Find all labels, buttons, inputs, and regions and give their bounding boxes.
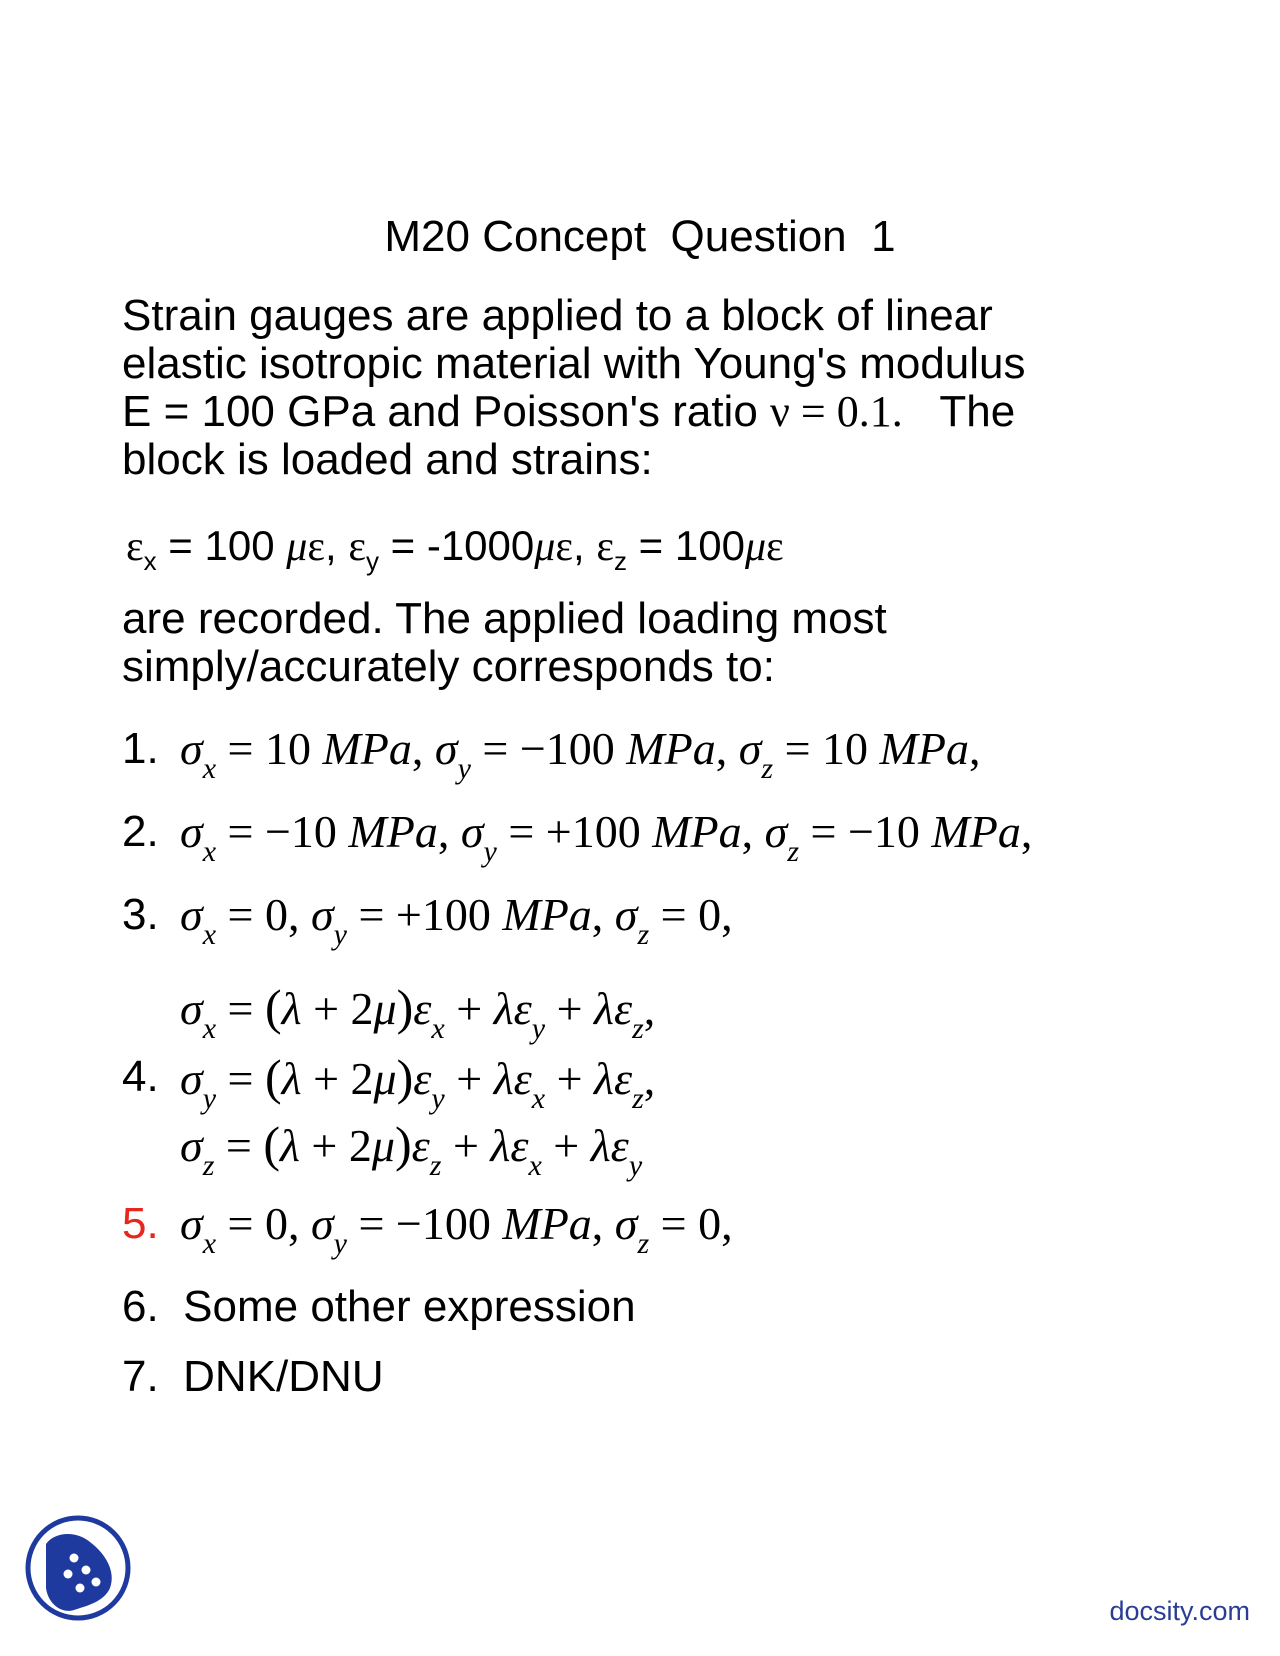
problem-statement: Strain gauges are applied to a block of linear elastic isotropic material with Young's modulus E = 100 GPa and Poisson's ratio ν = 0.1. The block is loaded and strains: (122, 291, 1026, 484)
option-6[interactable]: 6. Some other expression (122, 1282, 636, 1331)
option-formula: $\sigma_x = 0$, $\sigma_y = +100$ MPa, $\sigma_z = 0$, (180, 889, 733, 951)
option-4-formula-z: $\sigma_z = (\lambda + 2\mu)\varepsilon_z + \lambda\varepsilon_x + \lambda\varepsilon_y$ (180, 1116, 643, 1182)
option-5[interactable] (122, 1197, 1222, 1260)
option-formula: $\sigma_x = -10$ MPa, $\sigma_y = +100$ MPa, $\sigma_z = -10$ MPa, (180, 806, 1033, 868)
option-number: 1. (122, 724, 159, 773)
option-1[interactable] (122, 722, 1222, 785)
option-3[interactable] (122, 888, 1222, 951)
option-number-highlighted: 5. (122, 1199, 159, 1248)
strain-values: $\varepsilon_x = 100$ με, $\varepsilon_y = -1000\mu\varepsilon$, $\varepsilon_z = 100\mu\varepsilon$ (126, 522, 784, 576)
option-number: 4. (122, 1052, 159, 1101)
option-number: 3. (122, 890, 159, 939)
question-prompt: are recorded. The applied loading most simply/accurately corresponds to: (122, 594, 887, 691)
option-4-formula-x: $\sigma_x = (\lambda + 2\mu)\varepsilon_x + \lambda\varepsilon_y + \lambda\varepsilon_z$, (180, 979, 656, 1045)
option-formula: $\sigma_x = 10$ MPa, $\sigma_y = -100$ MPa, $\sigma_z = 10$ MPa, (180, 723, 981, 785)
option-number: 2. (122, 807, 159, 856)
docsity-brand-text[interactable]: docsity.com (1109, 1596, 1250, 1626)
option-4-formula-y: $\sigma_y = (\lambda + 2\mu)\varepsilon_y + \lambda\varepsilon_x + \lambda\varepsilon_z$, (180, 1049, 656, 1115)
option-2[interactable] (122, 805, 1222, 868)
option-7[interactable]: 7. DNK/DNU (122, 1352, 384, 1401)
option-4[interactable] (122, 1049, 1222, 1115)
page-title: M20 Concept Question 1 (384, 212, 896, 261)
option-formula: $\sigma_x = 0$, $\sigma_y = -100$ MPa, $\sigma_z = 0$, (180, 1198, 733, 1260)
docsity-logo-icon (24, 1514, 132, 1622)
